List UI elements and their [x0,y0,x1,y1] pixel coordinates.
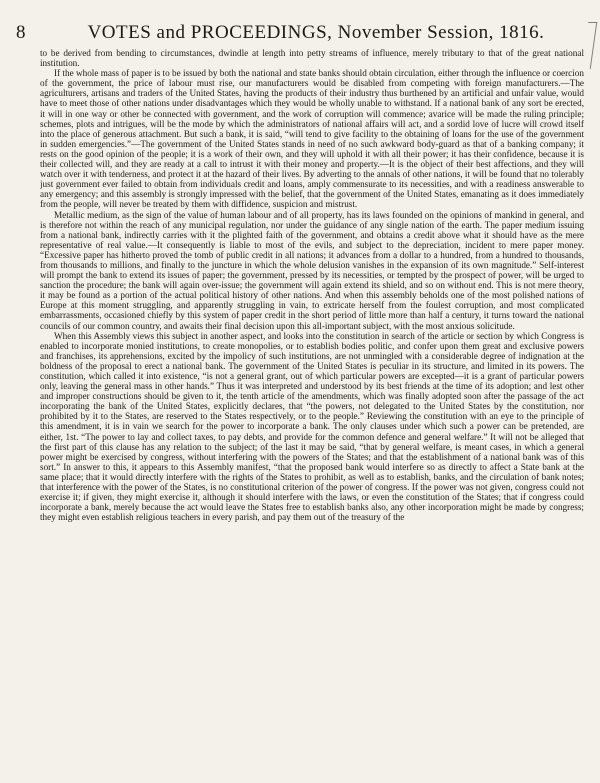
paragraph-paper-mass: If the whole mass of paper is to be issued by both the national and state banks should obtain circulation, either through the influence or coercion of the government, the price of labour must rise, our manufacturers would be disabled from competing with foreign manufacturers.—The agriculturers, artisans and traders of the United States, having the products of their industry thus burthened by an artificial and unfair value, would have to meet those of other nations under disadvantages which they would be wholly unable to withstand. If a national bank of any sort be erected, it will in one way or other be connected with government, and the work of corruption will commence; avarice will be made the ruling principle; schemes, plots and intrigues, will be the mode by which the administrators of national affairs will act, and a sordid love of lucre will crowd itself into the place of generous attachment. But such a bank, it is said, “will tend to give facility to the obtaining of loans for the use of the government in sudden emergencies.”—The government of the United States stands in need of no such awkward body-guard as that of a banking company; it rests on the good opinion of the people; it is a work of their own, and they will uphold it with all their power; it has their confidence, because it is their collected will, and they are ready at a call to intrust it with their money and property.—It is the object of their best affections, and they will watch over it with tenderness, and protect it at the hazard of their lives. By adverting to the annals of other nations, it will be found that no tolerably just government ever failed to obtain from individuals credit and loans, amply commensurate to its necessities, and with a readiness answerable to any emergency; and this assembly is strongly impressed with the belief, that the government of the United States, emanating as it does immediately from the people, will never be treated by them with diffidence, suspicion and mistrust. [40,68,584,210]
page-number: 8 [16,22,26,43]
body-text [40,48,584,781]
margin-bracket [582,22,598,69]
paragraph-continuation: to be derived from bending to circumstances, dwindle at length into petty streams of influence, merely tributary to that of the great national institution. [40,48,584,69]
paragraph-constitution: When this Assembly views this subject in another aspect, and looks into the constitution in search of the article or section by which Congress is enabled to incorporate monied institutions, to create monopolies, or to establish bodies politic, and confer upon them great and exclusive powers and franchises, its apprehensions, excited by the impolicy of such institutions, are not unmingled with a considerable degree of indignation at the boldness of the proposal to erect a national bank. The government of the United States is peculiar in its structure, and limited in its powers. The constitution, which called it into existence, “is not a general grant, out of which particular powers are excepted—it is a grant of particular powers only, leaving the general mass in other hands.” Thus it was interpreted and understood by its best friends at the time of its adoption; and lest other and improper constructions should be given to it, the tenth article of the amendments, which was finally adopted soon after the passage of the act incorporating the bank of the United States, explicitly declares, that “the powers, not delegated to the United States by the constitution, nor prohibited by it to the States, are reserved to the States respectively, or to the people.” Reviewing the constitution with an eye to the principle of this amendment, it is in vain we search for the power to incorporate a bank. The only clauses under which such a power can be pretended, are either, 1st. “The power to lay and collect taxes, to pay debts, and provide for the common defence and general welfare.” It will not be alleged that the first part of this clause has any relation to the subject; of the last it may be said, “that by general welfare, is meant cases, in which a general power might be exercised by congress, without interfering with the powers of the States; and that the establishment of a national bank was of this sort.” In answer to this, it appears to this Assembly manifest, “that the proposed bank would interfere so as directly to affect a State bank at the same place; that it would directly interfere with the rights of the States to prohibit, as well as to establish, banks, and the circulation of bank notes; that interference with the power of the States, is no constitutional criterion of the power of congress. If the power was not given, congress could not exercise it; if given, they might exercise it, although it should interfere with the laws, or even the constitution of the States; that if congress could incorporate a bank, merely because the act would leave the States free to establish banks also, any other incorporation might be made by congress; they might even establish religious teachers in every parish, and pay them out of the treasury of the [40,330,584,523]
page-header [16,22,582,46]
paragraph-metallic-medium: Metallic medium, as the sign of the value of human labour and of all property, has its laws founded on the opinions of mankind in general, and is therefore not within the reach of any municipal regulation, nor under the guidance of any single nation of the earth. The paper medium issuing from a national bank, indirectly carries with it the plighted faith of the government, and obtains a credit above what it should have as the mere representative of real value.—It consequently is liable to most of the evils, and subject to the depreciation, incident to mere paper money. “Excessive paper has hitherto proved the tomb of public credit in all nations; it advances from a dollar to a hundred, from a hundred to thousands, from thousands to millions, and finally to the juncture in which the whole delusion vanishes in the expansion of its own magnitude.” Self-interest will prompt the bank to extend its issues of paper; the government, pressed by its necessities, or tempted by the prospect of power, will be urged to sanction the procedure; the bank will again over-issue; the government will again extend its shield, and so on without end. This is not mere theory, it may be found as a portion of the actual political history of other nations. And when this assembly beholds one of the most polished nations of Europe at this moment struggling, and apparently struggling in vain, to extricate herself from the foulest corruption, and most complicated embarrassments, occasioned chiefly by this system of paper credit in the short period of little more than half a century, it turns toward the national councils of our common country, and awaits their final decision upon this all-important subject, with the most anxious solicitude. [40,209,584,331]
running-title: VOTES and PROCEEDINGS, November Session, 1816. [87,22,545,43]
